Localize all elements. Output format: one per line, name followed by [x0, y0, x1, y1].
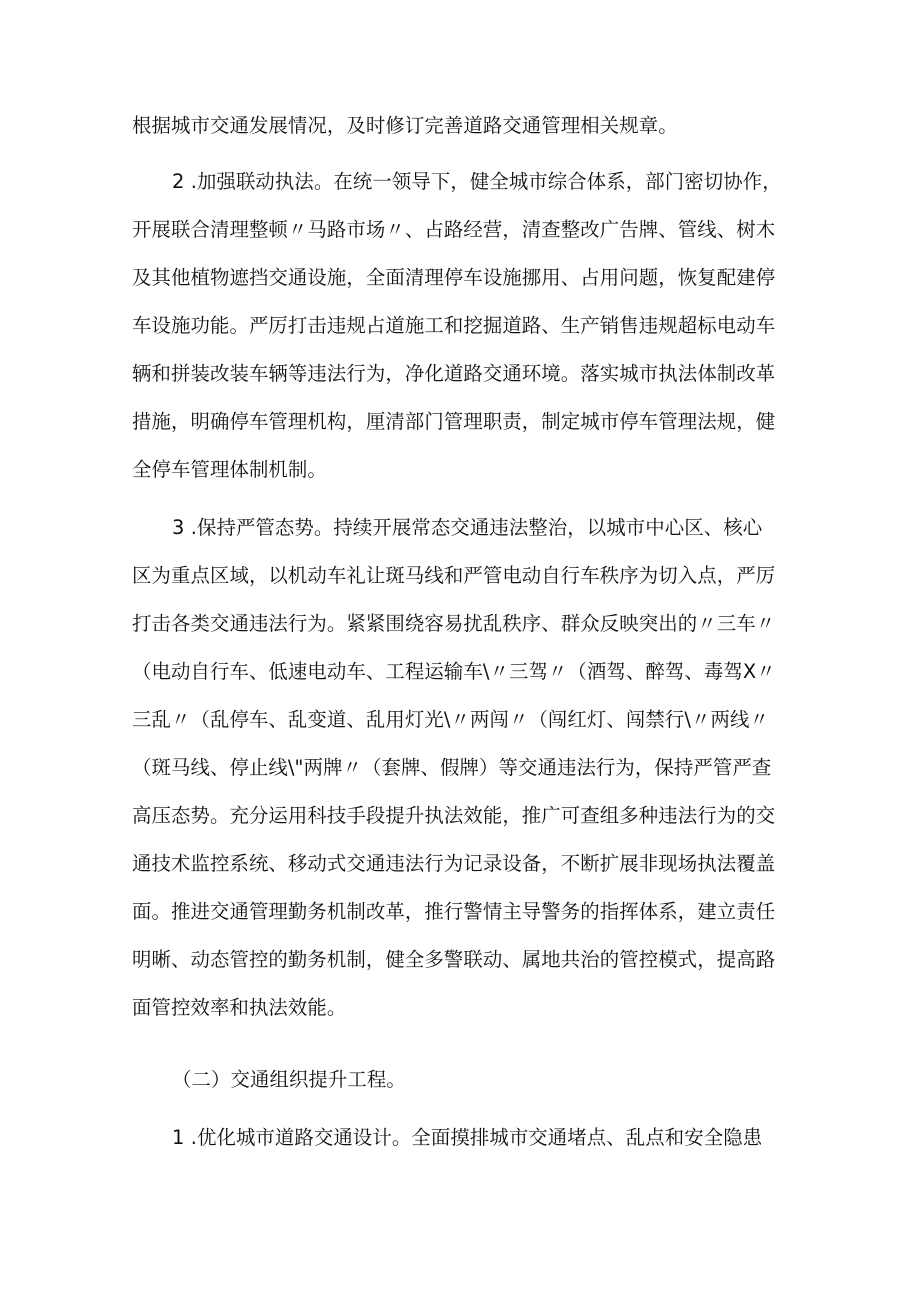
text-line: 高压态势。充分运用科技手段提升执法效能，推广可查组多种违法行为的交 — [132, 804, 776, 827]
text-line: 面管控效率和执法效能。 — [132, 996, 347, 1019]
text-line: 1 .优化城市道路交通设计。全面摸排城市交通堵点、乱点和安全隐患 — [172, 1126, 763, 1149]
text-line: 3 .保持严管态势。持续开展常态交通违法整治，以城市中心区、核心 — [172, 516, 763, 539]
text-line: 明晰、动态管控的勤务机制，健全多警联动、属地共治的管控模式，提高路 — [132, 948, 776, 971]
text-line: 通技术监控系统、移动式交通违法行为记录设备，不断扩展非现场执法覆盖 — [132, 852, 776, 875]
text-line: 根据城市交通发展情况，及时修订完善道路交通管理相关规章。 — [132, 114, 678, 137]
text-line: 及其他植物遮挡交通设施，全面清理停车设施挪用、占用问题，恢复配建停 — [132, 266, 776, 289]
text-line: 车设施功能。严厉打击违规占道施工和挖掘道路、生产销售违规超标电动车 — [132, 314, 776, 337]
text-line: 打击各类交通违法行为。紧紧围绕容易扰乱秩序、群众反映突出的〃三车〃 — [132, 612, 776, 635]
text-line: 面。推进交通管理勤务机制改革，推行警情主导警务的指挥体系，建立责任 — [132, 900, 776, 923]
text-line: 开展联合清理整顿〃马路市场〃、占路经营，清查整改广告牌、管线、树木 — [132, 218, 776, 241]
text-line: 2 .加强联动执法。在统一领导下，健全城市综合体系，部门密切协作， — [172, 170, 782, 193]
text-line: （斑马线、停止线\"两牌〃（套牌、假牌）等交通违法行为，保持严管严查 — [132, 756, 772, 779]
text-line: 区为重点区域，以机动车礼让斑马线和严管电动自行车秩序为切入点，严厉 — [132, 564, 776, 587]
text-line: （电动自行车、低速电动车、工程运输车\〃三驾〃（酒驾、醉驾、毒驾X〃 — [132, 660, 776, 683]
text-line: 三乱〃（乱停车、乱变道、乱用灯光\〃两闯〃（闯红灯、闯禁行\〃两线〃 — [132, 708, 769, 731]
section-heading: （二）交通组织提升工程。 — [172, 1068, 406, 1091]
text-line: 辆和拼装改装车辆等违法行为，净化道路交通环境。落实城市执法体制改革 — [132, 362, 776, 385]
text-line: 全停车管理体制机制。 — [132, 458, 327, 481]
text-line: 措施，明确停车管理机构，厘清部门管理职责，制定城市停车管理法规，健 — [132, 410, 776, 433]
